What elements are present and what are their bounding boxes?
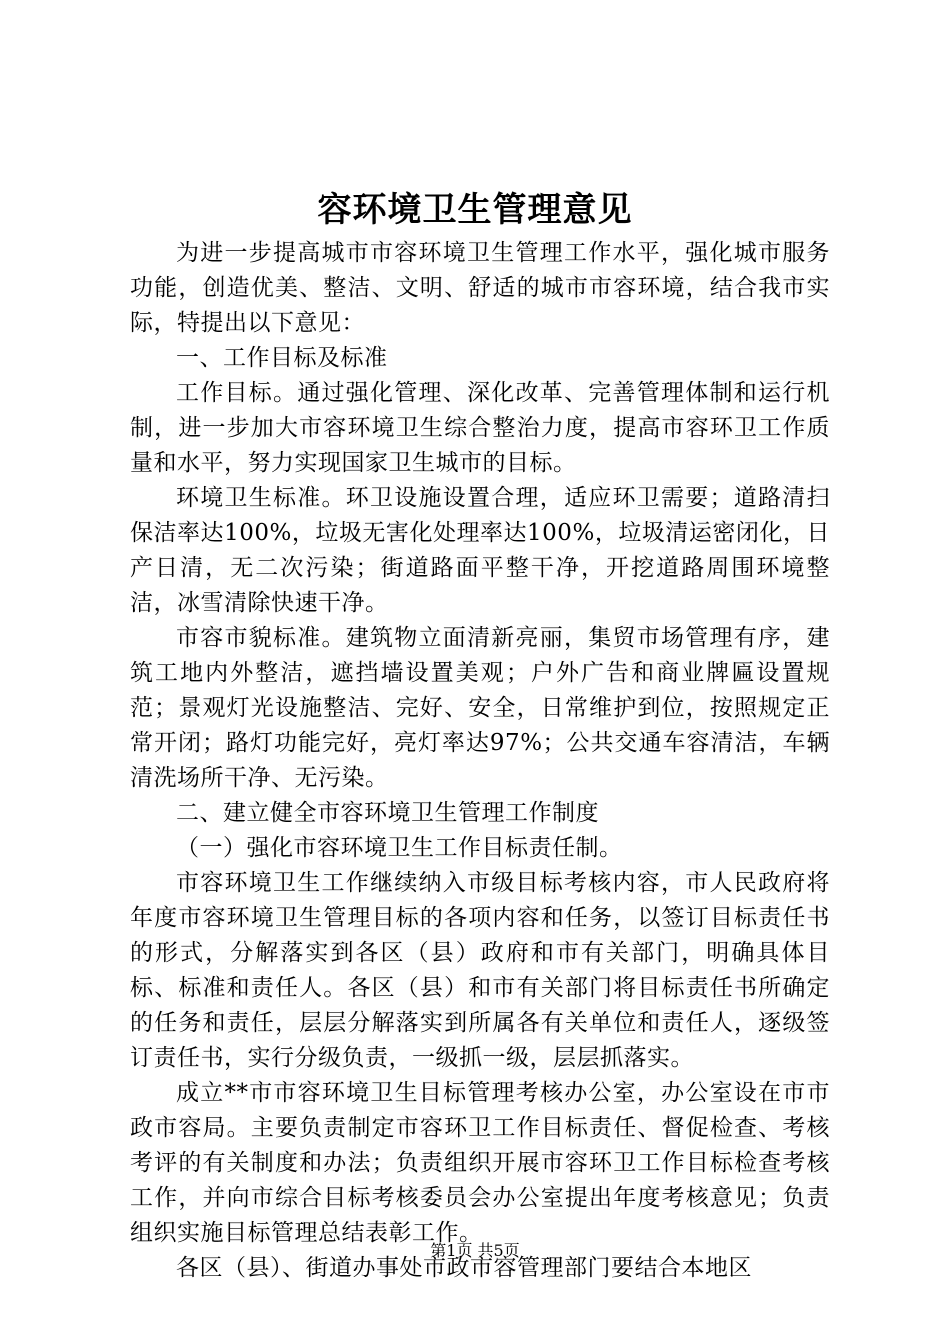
subsection-heading-1: （一）强化市容环境卫生工作目标责任制。: [176, 835, 623, 861]
section-heading-2: 二、建立健全市容环境卫生管理工作制度: [176, 800, 599, 826]
paragraph-work-goal: 工作目标。通过强化管理、深化改革、完善管理体制和运行机制，进一步加大市容环境卫生综合整治力度，提高市容环卫工作质量和水平，努力实现国家卫生城市的目标。: [130, 380, 830, 476]
document-body: [130, 236, 830, 1286]
paragraph-target-assessment: 市容环境卫生工作继续纳入市级目标考核内容，市人民政府将年度市容环境卫生管理目标的各项内容和任务，以签订目标责任书的形式，分解落实到各区（县）政府和市有关部门，明确具体目标、标准和责任人。各区（县）和市有关部门将目标责任书所确定的任务和责任，层层分解落实到所属各有关单位和责任人，逐级签订责任书，实行分级负责，一级抓一级，层层抓落实。: [130, 870, 830, 1071]
paragraph-office-setup: 成立**市市容环境卫生目标管理考核办公室，办公室设在市市政市容局。主要负责制定市容环卫工作目标责任、督促检查、考核考评的有关制度和办法；负责组织开展市容环卫工作目标检查考核工作，并向市综合目标考核委员会办公室提出年度考核意见；负责组织实施目标管理总结表彰工作。: [130, 1080, 830, 1246]
document-title: 容环境卫生管理意见: [317, 190, 633, 230]
page-footer: 第1页 共5页: [430, 1241, 520, 1260]
paragraph-district-departments: 各区（县）、街道办事处市政市容管理部门要结合本地区: [176, 1255, 752, 1281]
paragraph-intro: 为进一步提高城市市容环境卫生管理工作水平，强化城市服务功能，创造优美、整洁、文明、舒适的城市市容环境，结合我市实际，特提出以下意见：: [130, 240, 830, 336]
paragraph-cityscape-standard: 市容市貌标准。建筑物立面清新亮丽，集贸市场管理有序，建筑工地内外整洁，遮挡墙设置美观；户外广告和商业牌匾设置规范；景观灯光设施整洁、完好、安全，日常维护到位，按照规定正常开闭；路灯功能完好，亮灯率达97%；公共交通车容清洁，车辆清洗场所干净、无污染。: [130, 625, 830, 791]
paragraph-sanitation-standard: 环境卫生标准。环卫设施设置合理，适应环卫需要；道路清扫保洁率达100%，垃圾无害化处理率达100%，垃圾清运密闭化，日产日清，无二次污染；街道路面平整干净，开挖道路周围环境整洁，冰雪清除快速干净。: [130, 485, 830, 616]
section-heading-1: 一、工作目标及标准: [176, 345, 388, 371]
